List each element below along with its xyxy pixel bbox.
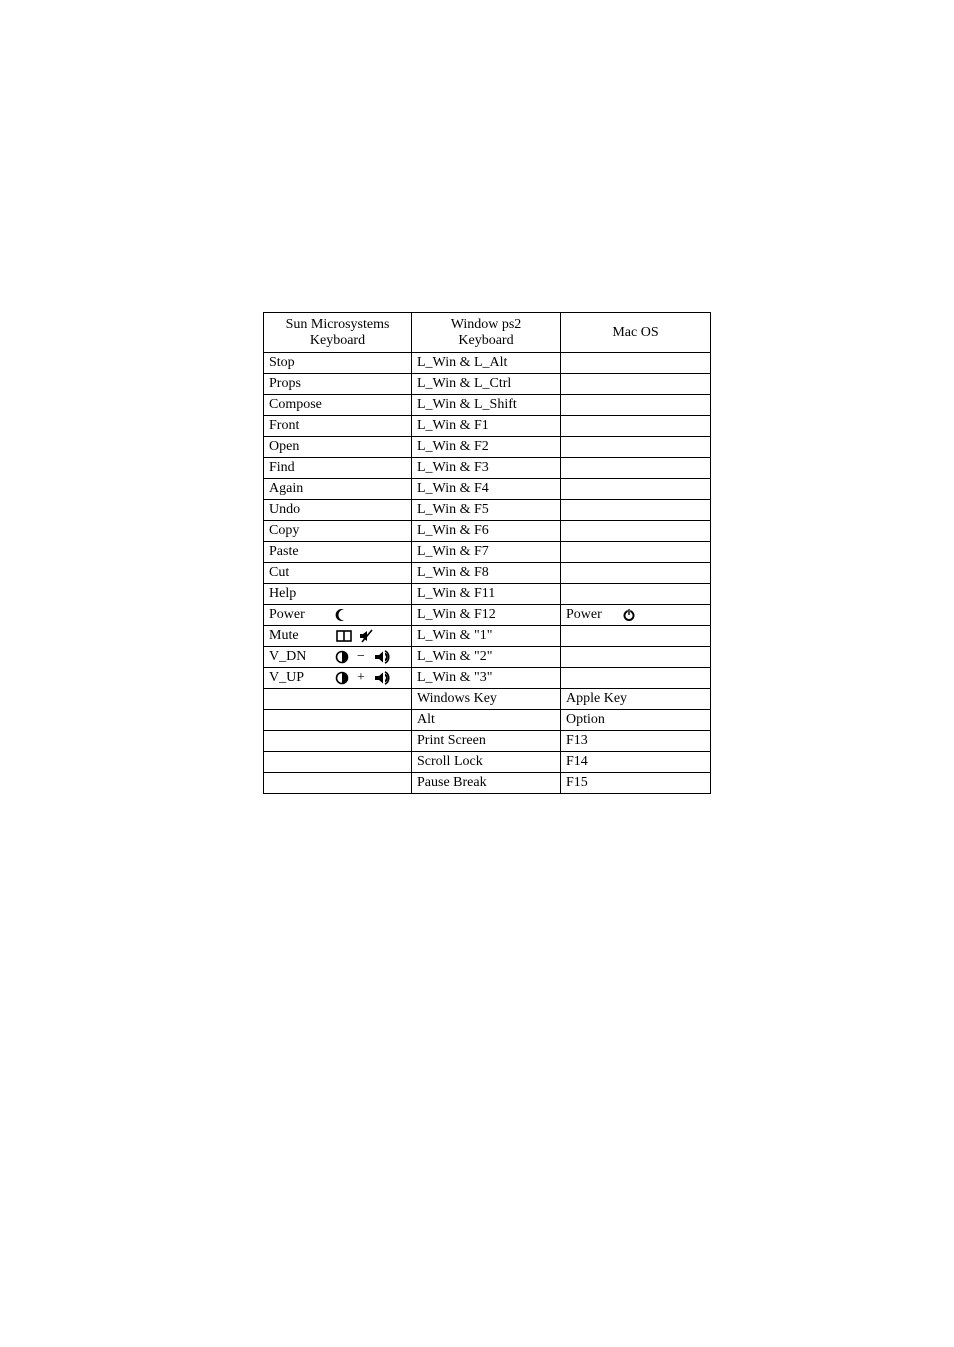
moon-icon: [335, 608, 349, 622]
header-windows-keyboard: [412, 313, 561, 353]
sun-key-label: Mute: [269, 628, 299, 643]
cell-sun-key: [264, 563, 412, 584]
sun-key-glyphs: [335, 628, 379, 644]
mac-key-label: Option: [566, 712, 605, 727]
cell-windows-key: [412, 647, 561, 668]
cell-windows-key: [412, 773, 561, 794]
header-sun-line2: Keyboard: [309, 333, 366, 348]
table-row: [264, 374, 711, 395]
table-row: [264, 563, 711, 584]
windows-key-label: L_Win & F4: [417, 481, 489, 496]
speaker-icon: [373, 650, 393, 664]
cell-sun-key: [264, 773, 412, 794]
table-row: [264, 500, 711, 521]
cell-sun-key: [264, 647, 412, 668]
cell-sun-key: [264, 626, 412, 647]
cell-windows-key: [412, 458, 561, 479]
sun-key-label: Props: [269, 376, 301, 391]
sun-key-glyphs: [335, 649, 399, 665]
display-icon: [335, 629, 353, 643]
windows-key-label: Alt: [417, 712, 435, 727]
table-row: [264, 416, 711, 437]
table-row: [264, 521, 711, 542]
cell-windows-key: [412, 353, 561, 374]
sun-key-label: Paste: [269, 544, 299, 559]
table-row: [264, 731, 711, 752]
table-row: [264, 647, 711, 668]
cell-mac-key: [561, 479, 711, 500]
cell-windows-key: [412, 689, 561, 710]
cell-mac-key: [561, 668, 711, 689]
cell-mac-key: [561, 731, 711, 752]
cell-mac-key: [561, 395, 711, 416]
sun-key-label: V_UP: [269, 670, 305, 685]
cell-sun-key: [264, 416, 412, 437]
cell-windows-key: [412, 563, 561, 584]
cell-mac-key: [561, 584, 711, 605]
cell-windows-key: [412, 605, 561, 626]
header-mac-os: [561, 313, 711, 353]
sun-key-label: Open: [269, 439, 300, 454]
sun-key-label: Power: [269, 607, 305, 622]
cell-mac-key: [561, 689, 711, 710]
windows-key-label: L_Win & F11: [417, 586, 496, 601]
cell-sun-key: [264, 710, 412, 731]
mac-key-label: F15: [566, 775, 588, 790]
cell-mac-key: [561, 605, 711, 626]
header-windows-line2: Keyboard: [458, 333, 514, 348]
table-row: [264, 458, 711, 479]
cell-sun-key: [264, 479, 412, 500]
mac-key-label: F13: [566, 733, 588, 748]
cell-mac-key: [561, 647, 711, 668]
sun-key-label: Stop: [269, 355, 295, 370]
mac-key-label: F14: [566, 754, 588, 769]
speaker-icon: [373, 671, 393, 685]
table-row: [264, 479, 711, 500]
windows-key-label: L_Win & F12: [417, 607, 496, 622]
keyboard-mapping-table: [263, 312, 711, 794]
cell-windows-key: [412, 752, 561, 773]
plus-sign: +: [357, 670, 365, 685]
cell-sun-key: [264, 521, 412, 542]
cell-mac-key: [561, 374, 711, 395]
cell-windows-key: [412, 395, 561, 416]
cell-sun-key: [264, 584, 412, 605]
cell-sun-key: [264, 752, 412, 773]
cell-windows-key: [412, 521, 561, 542]
cell-sun-key: [264, 731, 412, 752]
header-sun-line1: Sun Microsystems: [285, 317, 390, 332]
cell-windows-key: [412, 710, 561, 731]
brightness-icon: [335, 671, 349, 685]
sun-key-label: Again: [269, 481, 304, 496]
cell-mac-key: [561, 563, 711, 584]
table-row: [264, 689, 711, 710]
windows-key-label: L_Win & "2": [417, 649, 493, 664]
table-row: [264, 626, 711, 647]
mac-key-glyphs: [622, 607, 642, 623]
cell-mac-key: [561, 542, 711, 563]
windows-key-label: L_Win & F5: [417, 502, 489, 517]
windows-key-label: L_Win & F7: [417, 544, 489, 559]
cell-windows-key: [412, 668, 561, 689]
cell-sun-key: [264, 458, 412, 479]
windows-key-label: L_Win & L_Alt: [417, 355, 508, 370]
cell-mac-key: [561, 626, 711, 647]
cell-mac-key: [561, 416, 711, 437]
sun-key-label: Undo: [269, 502, 301, 517]
windows-key-label: L_Win & F3: [417, 460, 489, 475]
header-windows-line1: Window ps2: [450, 317, 522, 332]
header-sun-keyboard: [264, 313, 412, 353]
table-header-row: [264, 313, 711, 353]
sun-key-label: Help: [269, 586, 297, 601]
sun-key-label: Front: [269, 418, 300, 433]
cell-sun-key: [264, 689, 412, 710]
sun-key-label: Find: [269, 460, 295, 475]
cell-sun-key: [264, 605, 412, 626]
cell-sun-key: [264, 542, 412, 563]
windows-key-label: L_Win & F8: [417, 565, 489, 580]
cell-windows-key: [412, 437, 561, 458]
cell-windows-key: [412, 584, 561, 605]
windows-key-label: Windows Key: [417, 691, 497, 706]
cell-sun-key: [264, 500, 412, 521]
windows-key-label: L_Win & F2: [417, 439, 489, 454]
cell-windows-key: [412, 416, 561, 437]
windows-key-label: Scroll Lock: [417, 754, 483, 769]
cell-sun-key: [264, 353, 412, 374]
cell-windows-key: [412, 626, 561, 647]
cell-mac-key: [561, 500, 711, 521]
table-row: [264, 605, 711, 626]
table-row: [264, 710, 711, 731]
windows-key-label: L_Win & F1: [417, 418, 489, 433]
windows-key-label: Print Screen: [417, 733, 486, 748]
cell-windows-key: [412, 500, 561, 521]
windows-key-label: L_Win & F6: [417, 523, 489, 538]
cell-sun-key: [264, 437, 412, 458]
windows-key-label: Pause Break: [417, 775, 487, 790]
table-row: [264, 353, 711, 374]
table-row: [264, 584, 711, 605]
mac-key-label: Power: [566, 607, 602, 622]
cell-mac-key: [561, 437, 711, 458]
table-row: [264, 752, 711, 773]
sun-key-glyphs: [335, 670, 399, 686]
windows-key-label: L_Win & "3": [417, 670, 493, 685]
sun-key-label: Copy: [269, 523, 300, 538]
windows-key-label: L_Win & L_Ctrl: [417, 376, 512, 391]
sun-key-label: Cut: [269, 565, 290, 580]
cell-sun-key: [264, 668, 412, 689]
sun-key-label: Compose: [269, 397, 322, 412]
mac-key-label: Apple Key: [566, 691, 628, 706]
minus-sign: −: [357, 649, 365, 664]
cell-windows-key: [412, 479, 561, 500]
header-mac-label: Mac OS: [612, 325, 659, 340]
speaker-mute-icon: [359, 629, 373, 643]
windows-key-label: L_Win & "1": [417, 628, 493, 643]
cell-mac-key: [561, 773, 711, 794]
table-row: [264, 542, 711, 563]
sun-key-glyphs: [335, 607, 355, 623]
power-icon: [622, 608, 636, 622]
cell-windows-key: [412, 374, 561, 395]
cell-sun-key: [264, 374, 412, 395]
cell-windows-key: [412, 731, 561, 752]
brightness-icon: [335, 650, 349, 664]
windows-key-label: L_Win & L_Shift: [417, 397, 517, 412]
cell-mac-key: [561, 710, 711, 731]
cell-sun-key: [264, 395, 412, 416]
table-row: [264, 773, 711, 794]
sun-key-label: V_DN: [269, 649, 307, 664]
cell-mac-key: [561, 521, 711, 542]
table-row: [264, 395, 711, 416]
table-row: [264, 437, 711, 458]
cell-mac-key: [561, 353, 711, 374]
cell-mac-key: [561, 752, 711, 773]
cell-windows-key: [412, 542, 561, 563]
cell-mac-key: [561, 458, 711, 479]
table-row: [264, 668, 711, 689]
